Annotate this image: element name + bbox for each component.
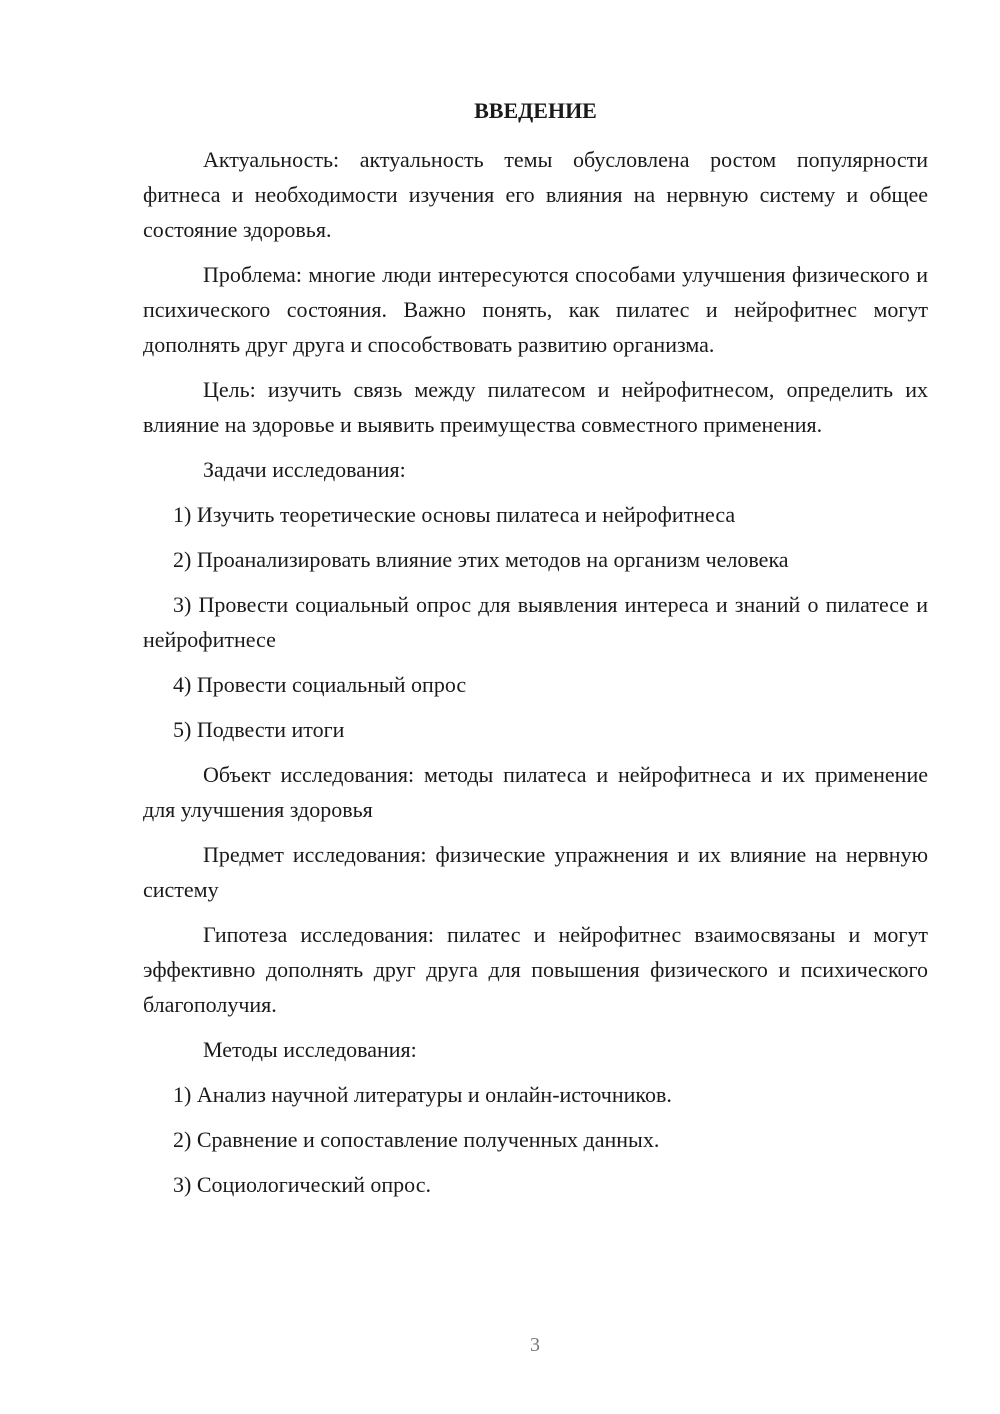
task-item: 2) Проанализировать влияние этих методов на организм человека <box>173 547 789 572</box>
method-item: 3) Социологический опрос. <box>173 1172 431 1197</box>
task-item: 1) Изучить теоретические основы пилатеса и нейрофитнеса <box>173 502 736 527</box>
paragraph-object: Объект исследования: методы пилатеса и нейрофитнеса и их применение для улучшения здоровья <box>143 762 928 822</box>
paragraph-problem: Проблема: многие люди интересуются способами улучшения физического и психического состояния. Важно понять, как пилатес и нейрофитнес могут дополнять друг друга и способствовать развитию организма. <box>143 262 928 357</box>
paragraph-goal: Цель: изучить связь между пилатесом и нейрофитнесом, определить их влияние на здоровье и выявить преимущества совместного применения. <box>143 377 928 437</box>
task-item: 3) Провести социальный опрос для выявления интереса и знаний о пилатесе и нейрофитнесе <box>143 592 928 652</box>
page-number: 3 <box>530 1334 540 1356</box>
paragraph-tasks-heading: Задачи исследования: <box>203 457 406 482</box>
section-title: ВВЕДЕНИЕ <box>474 98 597 123</box>
paragraph-hypothesis: Гипотеза исследования: пилатес и нейрофитнес взаимосвязаны и могут эффективно дополнять друг друга для повышения физического и психического благополучия. <box>143 922 928 1017</box>
paragraph-methods-heading: Методы исследования: <box>203 1037 417 1062</box>
paragraph-relevance: Актуальность: актуальность темы обусловлена ростом популярности фитнеса и необходимости изучения его влияния на нервную систему и общее состояние здоровья. <box>143 147 928 242</box>
document-body <box>143 142 928 1212</box>
task-item: 4) Провести социальный опрос <box>173 672 467 697</box>
paragraph-subject: Предмет исследования: физические упражнения и их влияние на нервную систему <box>143 842 928 902</box>
task-item: 5) Подвести итоги <box>173 717 345 742</box>
method-item: 1) Анализ научной литературы и онлайн-источников. <box>173 1082 672 1107</box>
method-item: 2) Сравнение и сопоставление полученных данных. <box>173 1127 660 1152</box>
